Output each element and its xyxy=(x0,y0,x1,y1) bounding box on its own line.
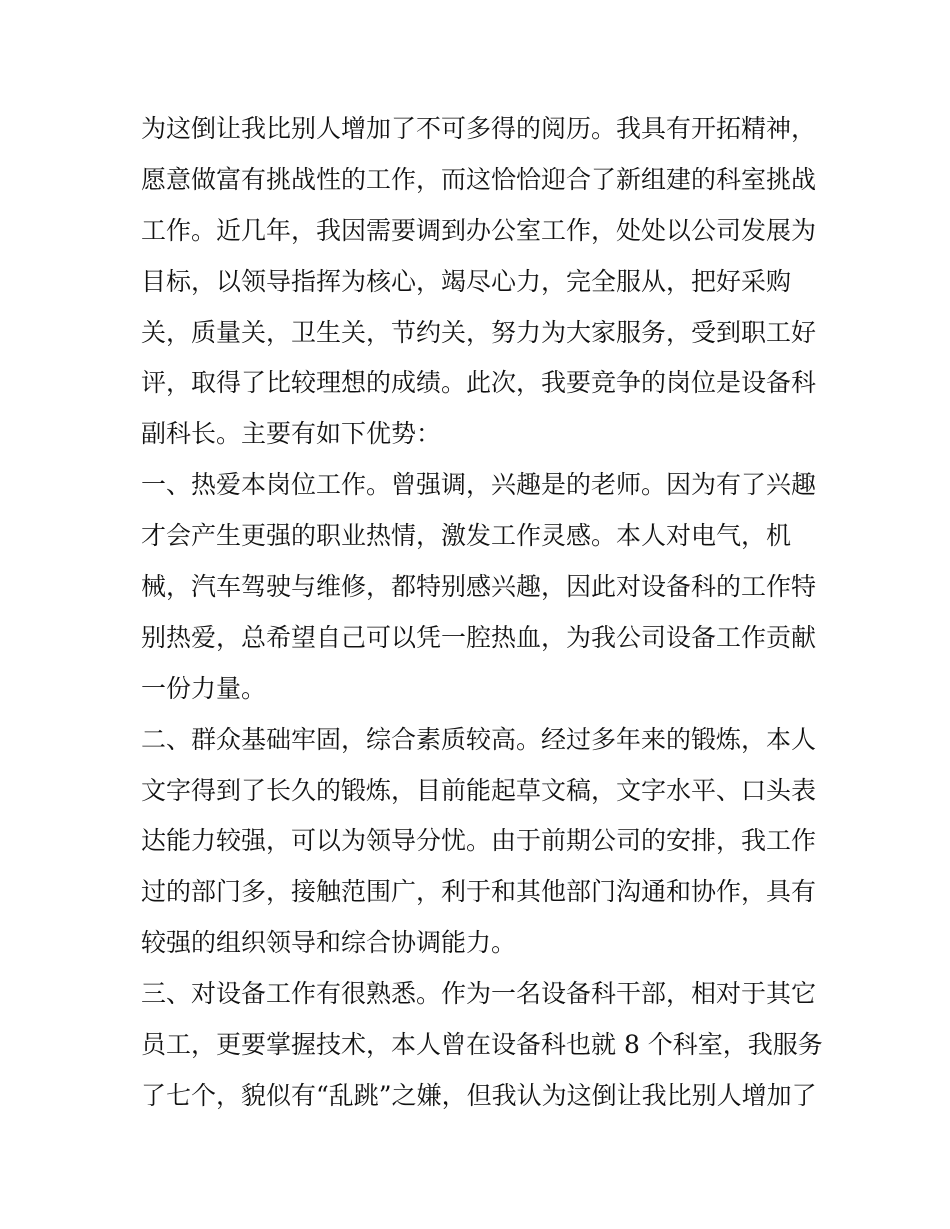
text-line: 评，取得了比较理想的成绩。此次，我要竞争的岗位是设备科 xyxy=(141,368,817,398)
text-line: 为这倒让我比别人增加了不可多得的阅历。我具有开拓精神， xyxy=(141,114,817,143)
text-line: 三、对设备工作有很熟悉。作为一名设备科干部，相对于其它 xyxy=(141,979,817,1009)
text-line: 才会产生更强的职业热情，激发工作灵感。本人对电气，机 xyxy=(141,521,792,551)
document-body xyxy=(141,104,821,1122)
text-line: 二、群众基础牢固，综合素质较高。经过多年来的锻炼，本人 xyxy=(141,724,817,754)
text-line: 关，质量关，卫生关，节约关，努力为大家服务，受到职工好 xyxy=(141,317,817,347)
text-line: 员工，更要掌握技术，本人曾在设备科也就 8 个科室，我服务 xyxy=(141,1030,823,1060)
text-line: 一、热爱本岗位工作。曾强调，兴趣是的老师。因为有了兴趣 xyxy=(141,470,817,500)
text-line: 目标，以领导指挥为核心，竭尽心力，完全服从，把好采购 xyxy=(141,266,792,296)
text-line: 达能力较强，可以为领导分忧。由于前期公司的安排，我工作 xyxy=(141,826,817,856)
text-line: 械，汽车驾驶与维修，都特别感兴趣，因此对设备科的工作特 xyxy=(141,572,817,602)
text-line: 工作。近几年，我因需要调到办公室工作，处处以公司发展为 xyxy=(141,215,817,245)
text-line: 一份力量。 xyxy=(141,673,267,703)
text-line: 了七个，貌似有“乱跳”之嫌，但我认为这倒让我比别人增加了 xyxy=(141,1080,817,1110)
text-line: 过的部门多，接触范围广，利于和其他部门沟通和协作，具有 xyxy=(141,877,817,907)
text-line: 文字得到了长久的锻炼，目前能起草文稿，文字水平、口头表 xyxy=(141,775,817,805)
text-line: 副科长。主要有如下优势： xyxy=(141,419,442,449)
text-line: 较强的组织领导和综合协调能力。 xyxy=(141,928,517,958)
text-line: 愿意做富有挑战性的工作，而这恰恰迎合了新组建的科室挑战 xyxy=(141,164,817,194)
text-line: 别热爱，总希望自己可以凭一腔热血，为我公司设备工作贡献 xyxy=(141,622,817,652)
